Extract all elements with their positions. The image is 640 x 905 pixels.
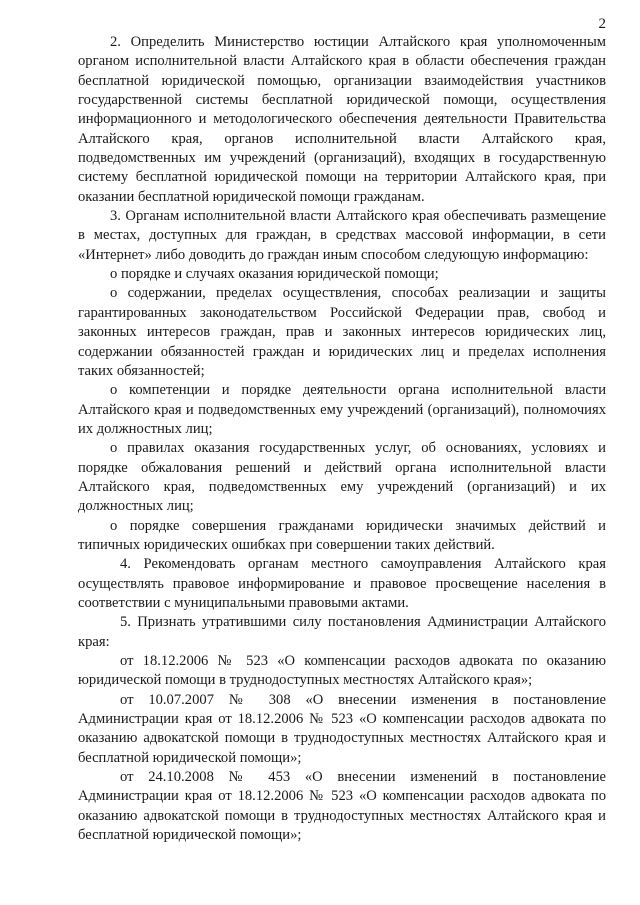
list-item-legal-actions: о порядке совершения гражданами юридически значимых действий и типичных юридических ошибках при совершении таких действий.: [78, 517, 606, 553]
list-item-services: о правилах оказания государственных услуг, об основаниях, условиях и порядке обжалования решений и действий органа исполнительной власти Алтайского края, подведомственных ему учреждений (организаций) и их должностных лиц;: [78, 440, 606, 515]
list-item-rights: о содержании, пределах осуществления, способах реализации и защиты гарантированных законодательством Российской Федерации прав, свобод и законных интересов граждан, прав и законных интересов юридических лиц, содержании обязанностей граждан и юридических лиц и пределах исполнения таких обязанностей;: [78, 285, 606, 379]
list-item-procedure: о порядке и случаях оказания юридической помощи;: [110, 266, 439, 283]
document-body: [78, 33, 606, 845]
paragraph-item-4: 4. Рекомендовать органам местного самоуправления Алтайского края осуществлять правовое информирование и правовое просвещение населения в соответствии с муниципальными правовыми актами.: [78, 556, 606, 611]
repealed-act-1: от 18.12.2006 № 523 «О компенсации расходов адвоката по оказанию юридической помощи в труднодоступных местностях Алтайского края»;: [78, 653, 606, 689]
paragraph-item-5: 5. Признать утратившими силу постановления Администрации Алтайского края:: [78, 614, 606, 650]
paragraph-item-3: 3. Органам исполнительной власти Алтайского края обеспечивать размещение в местах, доступных для граждан, в средствах массовой информации, в сети «Интернет» либо доводить до граждан иным способом следующую информацию:: [78, 208, 606, 263]
list-item-competence: о компетенции и порядке деятельности органа исполнительной власти Алтайского края и подведомственных ему учреждений (организаций), полномочиях их должностных лиц;: [78, 382, 606, 437]
repealed-act-2: от 10.07.2007 № 308 «О внесении изменения в постановление Администрации края от 18.12.2006 № 523 «О компенсации расходов адвоката по оказанию адвокатской помощи в труднодоступных местностях Алтайского края и бесплатной юридической помощи»;: [78, 691, 606, 766]
repealed-act-3: от 24.10.2008 № 453 «О внесении изменений в постановление Администрации края от 18.12.2006 № 523 «О компенсации расходов адвоката по оказанию адвокатской помощи в труднодоступных местностях Алтайского края и бесплатной юридической помощи»;: [78, 769, 606, 844]
page-number: 2: [598, 16, 606, 32]
paragraph-item-2: 2. Определить Министерство юстиции Алтайского края уполномоченным органом исполнительной власти Алтайского края в области обеспечения граждан бесплатной юридической помощью, организации взаимодействия участников государственной системы бесплатной юридической помощи, осуществления информационного и методологического обеспечения деятельности Правительства Алтайского края, органов исполнительной власти Алтайского края, подведомственных им учреждений (организаций), входящих в государственную систему бесплатной юридической помощи на территории Алтайского края, при оказании бесплатной юридической помощи гражданам.: [78, 34, 606, 205]
